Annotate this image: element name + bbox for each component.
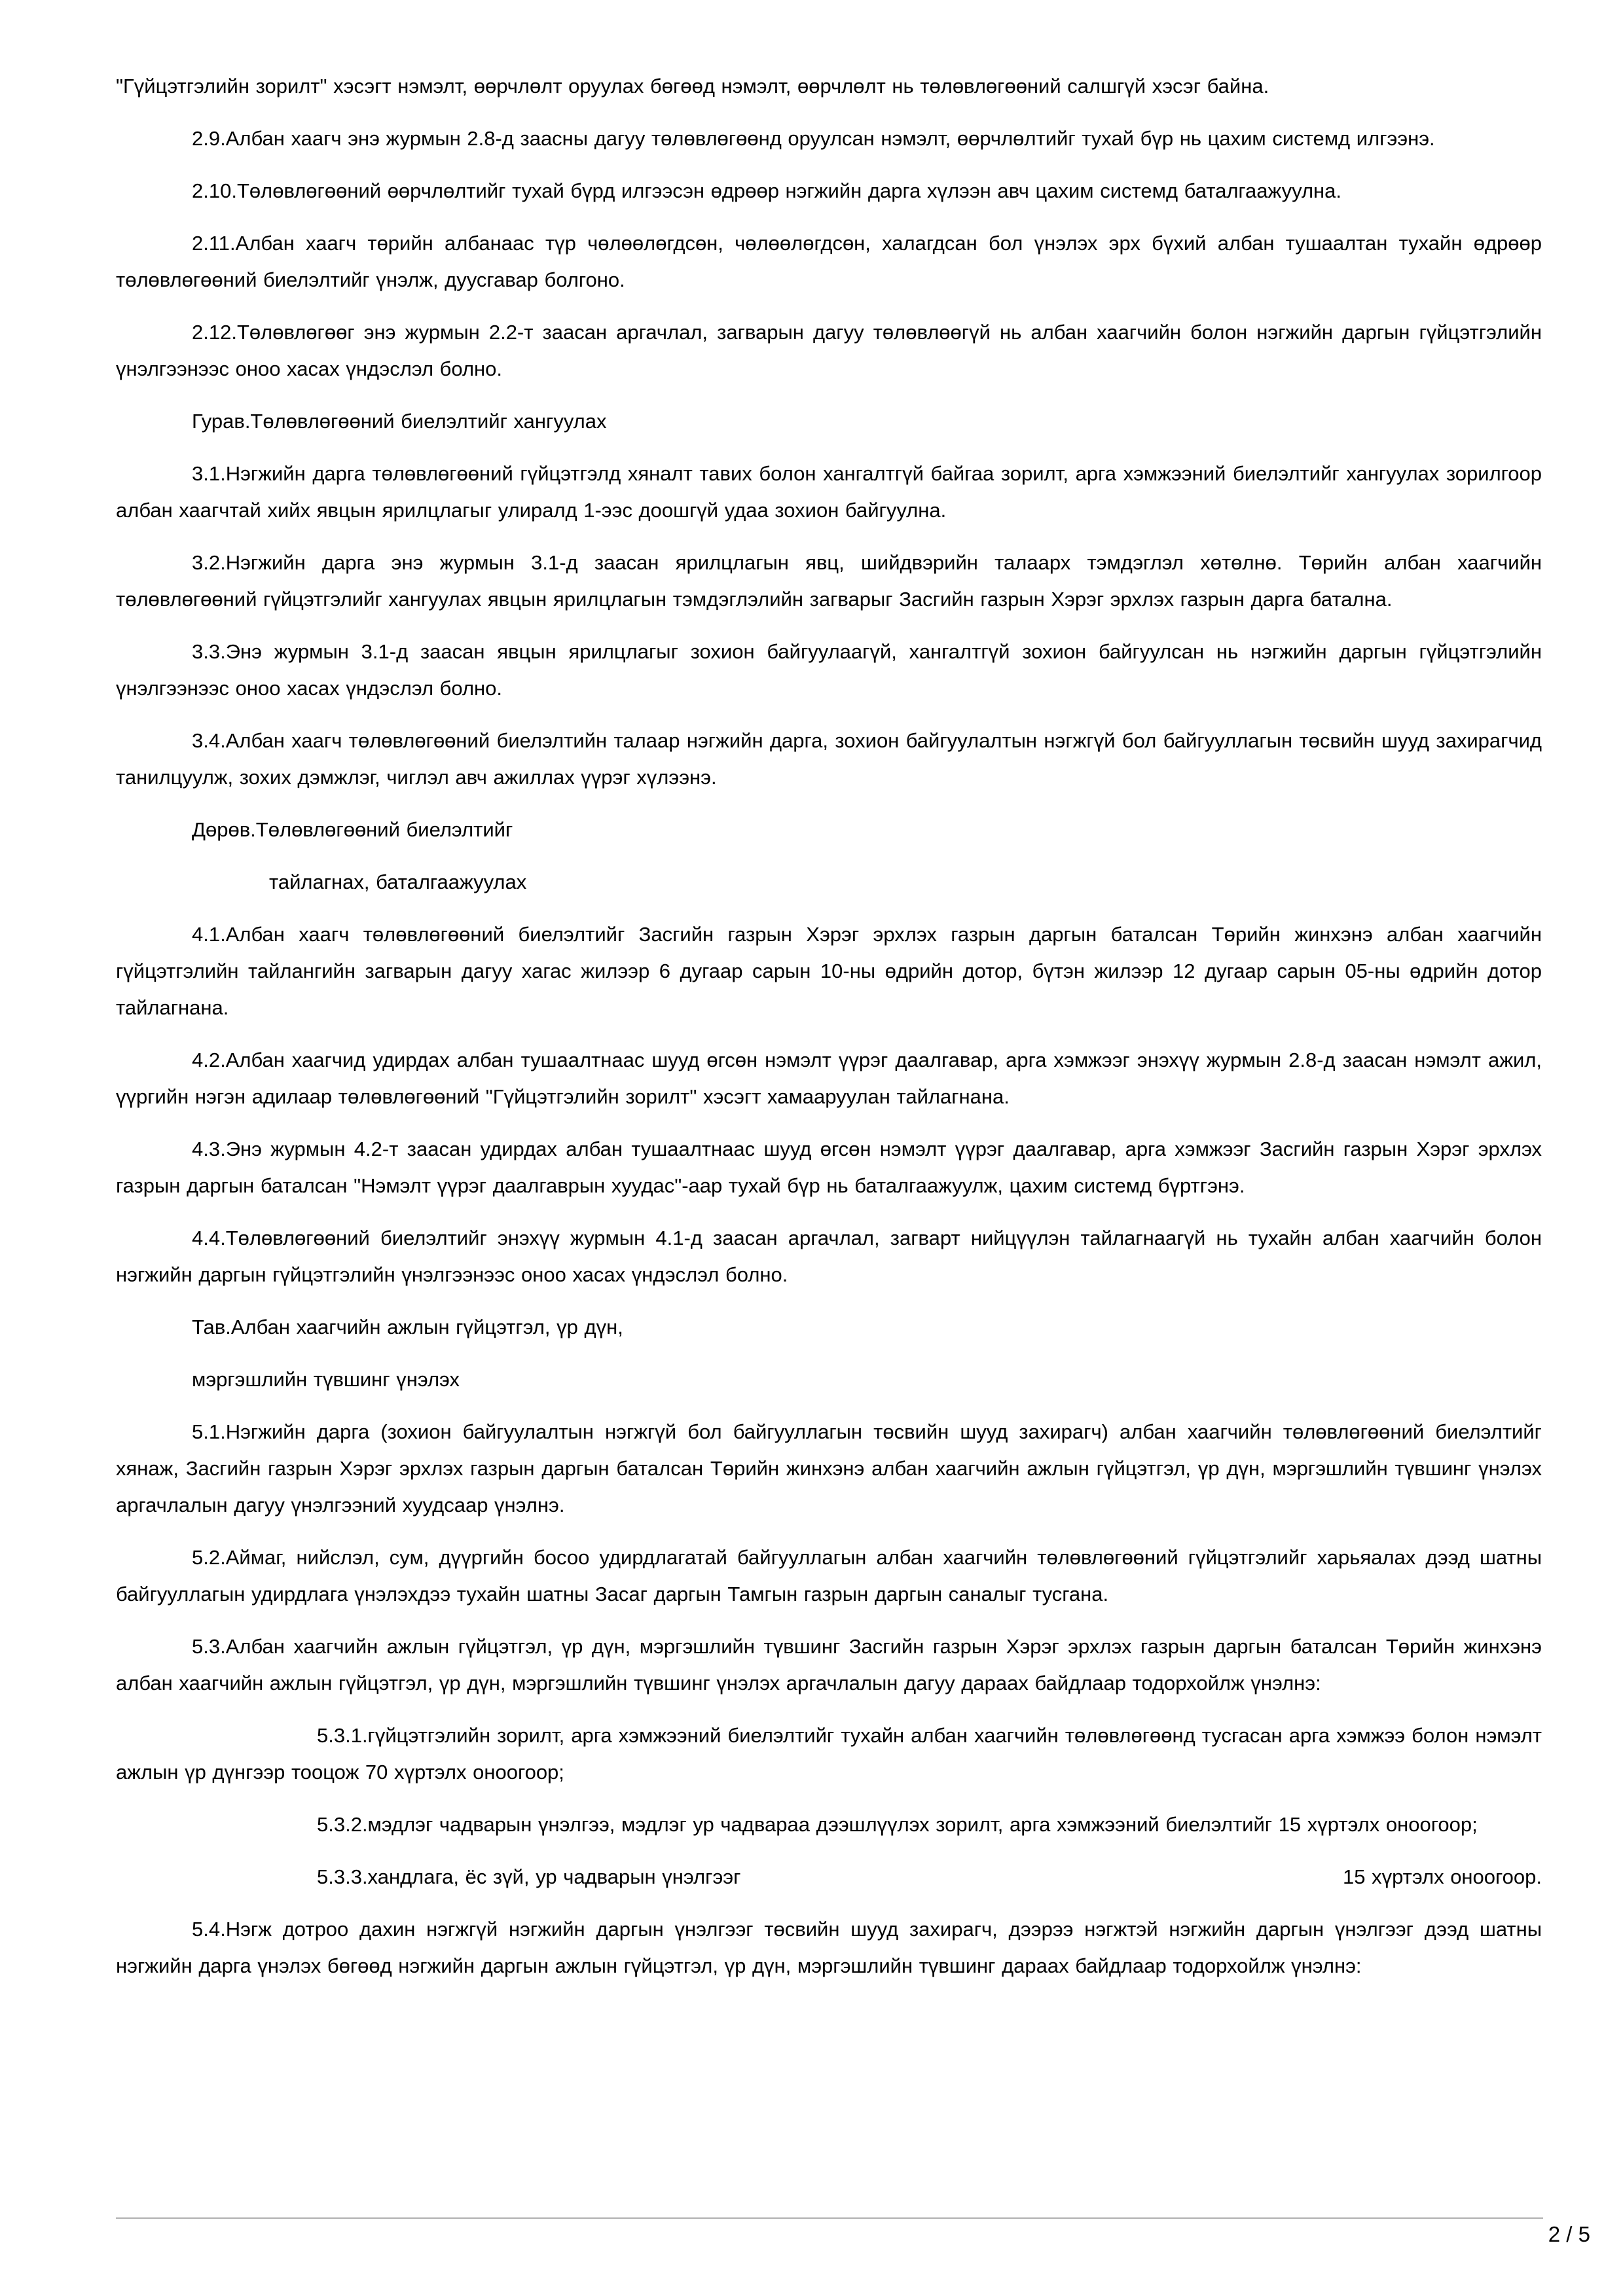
chapter-4-heading-line2: тайлагнах, баталгаажуулах [269,870,527,893]
chapter-5-heading-line1: Тав.Албан хаагчийн ажлын гүйцэтгэл, үр дүн, [192,1316,623,1338]
clause-4-1: 4.1.Албан хаагч төлөвлөгөөний биелэлтийг Засгийн газрын Хэрэг эрхлэх газрын даргын баталсан Төрийн жинхэнэ албан хаагчийн гүйцэтгэлийн тайлангийн загварын дагуу хагас жилээр 6 дугаар сарын 10-ны өдрийн дотор, бүтэн жилээр 12 дугаар сарын 05-ны өдрийн дотор тайлагнана. [116,923,1542,1019]
chapter-3-heading: Гурав.Төлөвлөгөөний биелэлтийг хангуулах [192,410,607,433]
clause-5-3-1: 5.3.1.гүйцэтгэлийн зорилт, арга хэмжээний биелэлтийг тухайн албан хаагчийн төлөвлөгөөнд тусгасан арга хэмжээ болон нэмэлт ажлын үр дүнгээр тооцож 70 хүртэлх оноогоор; [116,1724,1542,1784]
clause-5-4: 5.4.Нэгж дотроо дахин нэгжгүй нэгжийн даргын үнэлгээг төсвийн шууд захирагч, дээрээ нэгжтэй нэгжийн даргын үнэлгээг дээд шатны нэгжийн дарга үнэлэх бөгөөд нэгжийн даргын ажлын гүйцэтгэл, үр дүн, мэргэшлийн түвшинг дараах байдлаар тодорхойлж үнэлнэ: [116,1918,1542,1977]
chapter-5-heading-line2: мэргэшлийн түвшинг үнэлэх [192,1368,460,1391]
clause-3-4: 3.4.Албан хаагч төлөвлөгөөний биелэлтийн талаар нэгжийн дарга, зохион байгуулалтын нэгжгүй бол байгууллагын төсвийн шууд захирагчид танилцуулж, зохих дэмжлэг, чиглэл авч ажиллах үүрэг хүлээнэ. [116,729,1542,789]
clause-5-2: 5.2.Аймаг, нийслэл, сум, дүүргийн босоо удирдлагатай байгууллагын албан хаагчийн төлөвлөгөөний гүйцэтгэлийг харьяалах дээд шатны байгууллагын удирдлага үнэлэхдээ тухайн шатны Засаг даргын Тамгын газрын даргын саналыг тусгана. [116,1546,1542,1605]
footer-divider [116,2217,1543,2219]
clause-5-3-3 [116,1859,1542,1895]
clause-5-3-3-text: 5.3.3.хандлага, ёс зүй, ур чадварын үнэлгээг [317,1865,741,1888]
chapter-4-heading-line1: Дөрөв.Төлөвлөгөөний биелэлтийг [192,818,513,841]
clause-3-1: 3.1.Нэгжийн дарга төлөвлөгөөний гүйцэтгэлд хяналт тавих болон хангалтгүй байгаа зорилт, арга хэмжээний биелэлтийг хангуулах зорилгоор албан хаагчтай хийх явцын ярилцлагыг улиралд 1-ээс доошгүй удаа зохион байгуулна. [116,462,1542,522]
document-body [116,68,1542,2000]
clause-4-4: 4.4.Төлөвлөгөөний биелэлтийг энэхүү журмын 4.1-д заасан аргачлал, загварт нийцүүлэн тайлагнаагүй нь тухайн албан хаагчийн болон нэгжийн даргын гүйцэтгэлийн үнэлгээнээс оноо хасах үндэслэл болно. [116,1227,1542,1286]
paragraph-continuation: "Гүйцэтгэлийн зорилт" хэсэгт нэмэлт, өөрчлөлт оруулах бөгөөд нэмэлт, өөрчлөлт нь төлөвлөгөөний салшгүй хэсэг байна. [116,75,1269,98]
clause-4-2: 4.2.Албан хаагчид удирдах албан тушаалтнаас шууд өгсөн нэмэлт үүрэг даалгавар, арга хэмжээг энэхүү журмын 2.8-д заасан нэмэлт ажил, үүргийн нэгэн адилаар төлөвлөгөөний "Гүйцэтгэлийн зорилт" хэсэгт хамааруулан тайлагнана. [116,1049,1542,1108]
clause-5-3: 5.3.Албан хаагчийн ажлын гүйцэтгэл, үр дүн, мэргэшлийн түвшинг Засгийн газрын Хэрэг эрхлэх газрын даргын баталсан Төрийн жинхэнэ албан хаагчийн ажлын гүйцэтгэл, үр дүн, мэргэшлийн түвшинг үнэлэх аргачлалын дагуу дараах байдлаар тодорхойлж үнэлнэ: [116,1635,1542,1695]
clause-5-3-2: 5.3.2.мэдлэг чадварын үнэлгээ, мэдлэг ур чадвараа дээшлүүлэх зорилт, арга хэмжээний биелэлтийг 15 хүртэлх оноогоор; [317,1813,1478,1836]
clause-5-1: 5.1.Нэгжийн дарга (зохион байгуулалтын нэгжгүй бол байгууллагын төсвийн шууд захирагч) албан хаагчийн төлөвлөгөөний биелэлтийг хянаж, Засгийн газрын Хэрэг эрхлэх газрын даргын баталсан Төрийн жинхэнэ албан хаагчийн ажлын гүйцэтгэл, үр дүн, мэргэшлийн түвшинг үнэлэх аргачлалын дагуу үнэлгээний хуудсаар үнэлнэ. [116,1420,1542,1516]
clause-2-11: 2.11.Албан хаагч төрийн албанаас түр чөлөөлөгдсөн, чөлөөлөгдсөн, халагдсан бол үнэлэх эрх бүхий албан тушаалтан тухайн өдрөөр төлөвлөгөөний биелэлтийг үнэлж, дуусгавар болгоно. [116,232,1542,291]
page-number: 2 / 5 [1548,2222,1590,2246]
clause-2-9: 2.9.Албан хаагч энэ журмын 2.8-д заасны дагуу төлөвлөгөөнд оруулсан нэмэлт, өөрчлөлтийг тухай бүр нь цахим системд илгээнэ. [192,127,1435,150]
clause-3-3: 3.3.Энэ журмын 3.1-д заасан явцын ярилцлагыг зохион байгуулаагүй, хангалтгүй зохион байгуулсан нь нэгжийн даргын гүйцэтгэлийн үнэлгээнээс оноо хасах үндэслэл болно. [116,640,1542,700]
clause-2-10: 2.10.Төлөвлөгөөний өөрчлөлтийг тухай бүрд илгээсэн өдрөөр нэгжийн дарга хүлээн авч цахим системд баталгаажуулна. [192,179,1342,202]
clause-3-2: 3.2.Нэгжийн дарга энэ журмын 3.1-д заасан ярилцлагын явц, шийдвэрийн талаарх тэмдэглэл хөтөлнө. Төрийн албан хаагчийн төлөвлөгөөний гүйцэтгэлийг хангуулах явцын ярилцлагын тэмдэглэлийн загварыг Засгийн газрын Хэрэг эрхлэх газрын дарга батална. [116,551,1542,611]
clause-4-3: 4.3.Энэ журмын 4.2-т заасан удирдах албан тушаалтнаас шууд өгсөн нэмэлт үүрэг даалгавар, арга хэмжээг Засгийн газрын Хэрэг эрхлэх газрын даргын баталсан "Нэмэлт үүрэг даалгаврын хуудас"-аар тухай бүр нь баталгаажуулж, цахим системд бүртгэнэ. [116,1138,1542,1197]
clause-5-3-3-score: 15 хүртэлх оноогоор. [1343,1865,1542,1888]
clause-2-12: 2.12.Төлөвлөгөөг энэ журмын 2.2-т заасан аргачлал, загварын дагуу төлөвлөөгүй нь албан хаагчийн болон нэгжийн даргын гүйцэтгэлийн үнэлгээнээс оноо хасах үндэслэл болно. [116,321,1542,380]
